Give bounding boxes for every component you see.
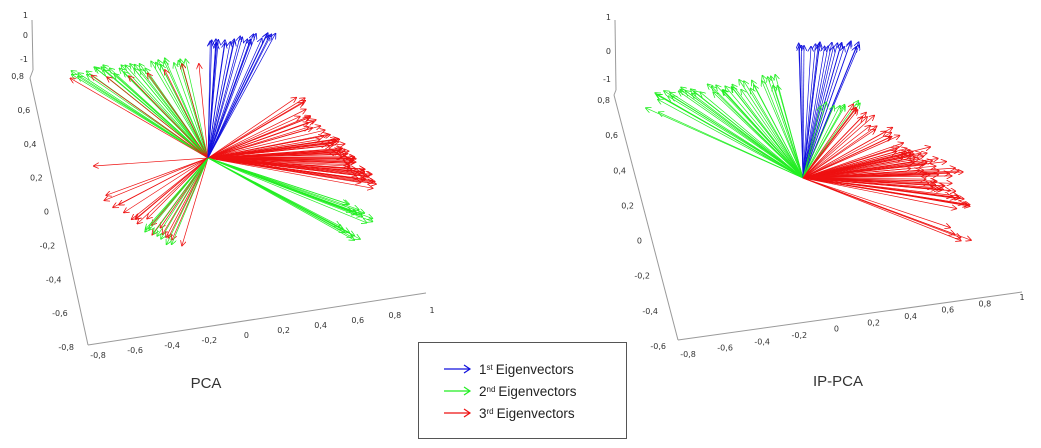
x-tick-label: 0,2 bbox=[867, 318, 880, 328]
z-tick-label: -1 bbox=[20, 55, 28, 64]
legend bbox=[418, 342, 627, 439]
z-tick-label: 1 bbox=[22, 11, 28, 20]
y-tick-label: 0,4 bbox=[613, 166, 626, 176]
pca-eig3-arrow bbox=[166, 158, 208, 237]
x-tick-label: 0,4 bbox=[314, 321, 328, 330]
ippca-eig2-arrow bbox=[732, 85, 803, 178]
legend-num: 1 bbox=[479, 361, 487, 377]
pca-tick-labels bbox=[11, 11, 434, 360]
y-tick-label: -0,4 bbox=[642, 306, 658, 316]
ippca-tick-labels bbox=[597, 13, 1024, 359]
y-tick-label: 0,4 bbox=[23, 139, 37, 149]
pca-eig2-arrow bbox=[126, 65, 209, 158]
x-tick-label: 0,8 bbox=[978, 299, 992, 309]
x-tick-label: -0,6 bbox=[127, 346, 143, 355]
pca-y-axis-line bbox=[30, 78, 88, 345]
pca-title: PCA bbox=[190, 375, 222, 392]
y-tick-label: -0,6 bbox=[650, 342, 666, 351]
x-tick-label: 0,2 bbox=[277, 326, 290, 335]
legend-item-eig2 bbox=[443, 381, 576, 401]
pca-z-axis-line bbox=[32, 20, 33, 70]
y-tick-label: -0,8 bbox=[58, 343, 74, 352]
right-arrow-icon bbox=[443, 385, 473, 397]
x-tick-label: -0,2 bbox=[201, 336, 218, 345]
x-tick-label: 0 bbox=[243, 331, 249, 340]
y-tick-label: 0,6 bbox=[605, 131, 618, 141]
ippca-z-axis-line bbox=[615, 20, 616, 90]
x-tick-label: 0 bbox=[833, 324, 839, 334]
y-tick-label: 0 bbox=[636, 236, 642, 246]
legend-sup: st bbox=[486, 362, 493, 372]
x-tick-label: -0,4 bbox=[164, 341, 181, 350]
pca-eig1-arrow bbox=[208, 34, 275, 158]
pca-x-axis-line bbox=[88, 293, 426, 345]
ippca-eig2-arrow bbox=[668, 96, 803, 178]
z-tick-label: 1 bbox=[605, 13, 611, 22]
y-tick-label: -0,2 bbox=[39, 241, 56, 251]
x-tick-label: 0,6 bbox=[351, 316, 365, 325]
pca-eig3-arrow bbox=[148, 74, 208, 158]
y-tick-label: 0,2 bbox=[30, 173, 43, 183]
right-arrow-icon bbox=[443, 407, 473, 419]
y-tick-label: 0,8 bbox=[597, 96, 610, 105]
x-tick-label: 1 bbox=[1019, 293, 1025, 302]
ippca-eig3-arrow bbox=[803, 178, 971, 240]
legend-sup: nd bbox=[486, 384, 496, 394]
pca-eig3-arrow bbox=[138, 158, 209, 224]
pca-eig3-arrow bbox=[124, 158, 208, 212]
pca-eig2-arrow bbox=[151, 62, 208, 158]
legend-sup: rd bbox=[486, 406, 494, 416]
z-tick-label: 0 bbox=[22, 31, 28, 40]
ippca-x-axis-line bbox=[678, 292, 1025, 340]
ippca-back-line bbox=[614, 90, 616, 95]
x-tick-label: 0,6 bbox=[941, 305, 955, 315]
pca-vectors bbox=[71, 33, 376, 245]
pca-eig3-arrow bbox=[136, 158, 209, 219]
z-tick-label: 0 bbox=[605, 47, 611, 56]
z-tick-label: -1 bbox=[603, 75, 611, 84]
ippca-eig2-arrow bbox=[694, 91, 803, 178]
y-tick-label: -0,2 bbox=[634, 271, 650, 281]
pca-eig2-arrow bbox=[146, 158, 208, 229]
y-tick-label: 0,8 bbox=[11, 72, 24, 81]
pca-eig3-arrow bbox=[107, 77, 208, 158]
legend-item-eig3 bbox=[443, 403, 575, 423]
pca-eig2-arrow bbox=[110, 68, 208, 158]
x-tick-label: -0,8 bbox=[680, 350, 696, 359]
legend-text: Eigenvectors bbox=[495, 361, 574, 377]
y-tick-label: 0,6 bbox=[17, 105, 31, 115]
legend-num: 2 bbox=[479, 383, 487, 399]
x-tick-label: 1 bbox=[429, 306, 435, 315]
right-arrow-icon bbox=[443, 363, 473, 375]
x-tick-label: -0,8 bbox=[90, 351, 106, 360]
y-tick-label: 0 bbox=[43, 207, 49, 217]
legend-text: Eigenvectors bbox=[498, 383, 577, 399]
x-tick-label: 0,8 bbox=[388, 311, 402, 320]
ippca-eig1-arrow bbox=[803, 46, 804, 178]
y-tick-label: -0,4 bbox=[45, 275, 62, 285]
pca-eig2-arrow bbox=[157, 158, 208, 236]
ippca-vectors bbox=[646, 41, 971, 240]
x-tick-label: 0,4 bbox=[904, 312, 918, 321]
pca-back-line bbox=[30, 70, 33, 78]
legend-text: Eigenvectors bbox=[496, 405, 575, 421]
legend-num: 3 bbox=[479, 405, 487, 421]
ippca-y-axis-line bbox=[614, 95, 678, 340]
x-tick-label: -0,4 bbox=[754, 337, 771, 347]
x-tick-label: -0,2 bbox=[791, 331, 808, 340]
y-tick-label: -0,6 bbox=[52, 309, 68, 319]
y-tick-label: 0,2 bbox=[621, 201, 634, 211]
ippca-title: IP-PCA bbox=[812, 373, 864, 390]
legend-item-eig1 bbox=[443, 359, 574, 379]
x-tick-label: -0,6 bbox=[717, 343, 733, 353]
